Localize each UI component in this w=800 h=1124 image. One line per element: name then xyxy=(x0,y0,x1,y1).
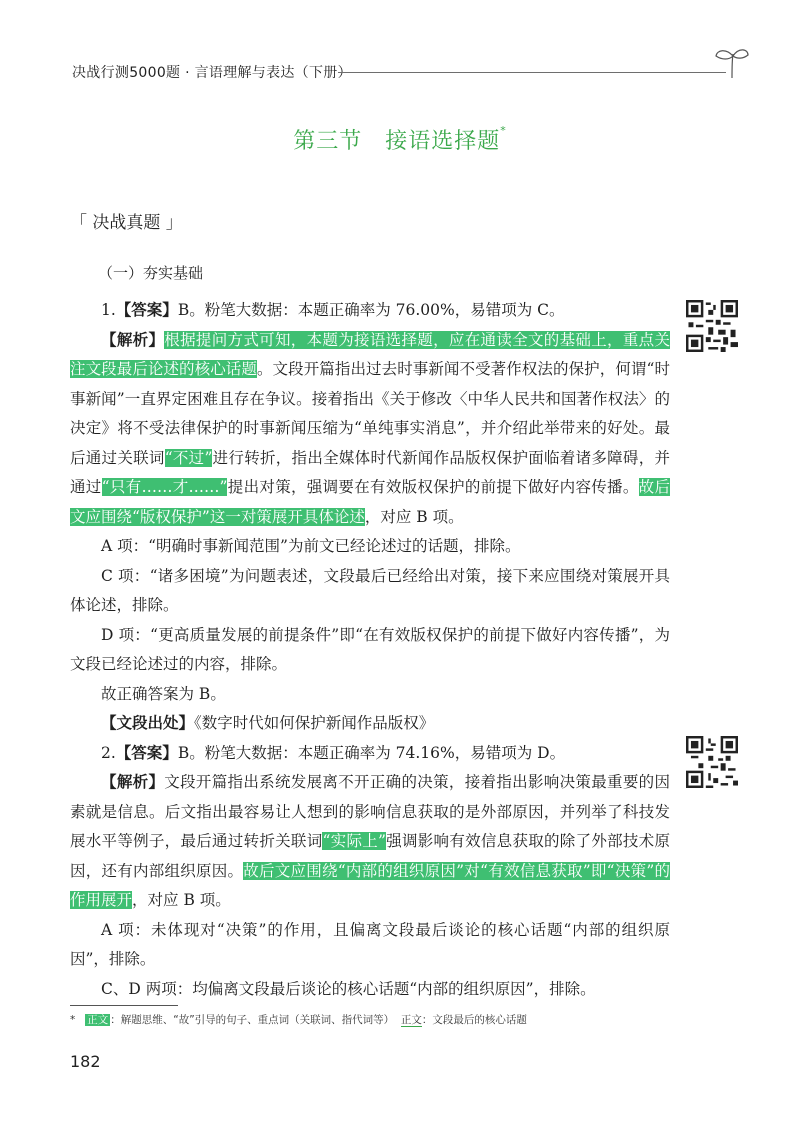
q1-option-c: C 项：“诸多困境”为问题表述，文段最后已经给出对策，接下来应围绕对策展开具体论述，排除。 xyxy=(70,566,670,614)
subsection-heading: （一）夯实基础 xyxy=(98,264,204,282)
section-title xyxy=(0,124,800,155)
q1-highlight-3: “只有……才……” xyxy=(101,478,228,496)
q1-text-1: 。文段开篇指出过去时事新闻不受著作权法的保护，何谓“时事新闻”一直界定困难且存在争议。接着指出《关于修改〈中华人民共和国著作权法〉的决定》将不受法律保护的时事新闻压缩为“单纯事实消息”，并介绍此举带来的好处。最后通过关联词 xyxy=(70,360,670,467)
q1-highlight-1: 根据提问方式可知，本题为接语选择题，应在通读全文的基础上，重点关注文段最后论述的核心话题 xyxy=(70,330,670,378)
q1-text-3: 提出对策，强调要在有效版权保护的前提下做好内容传播。 xyxy=(227,478,639,496)
sprout-icon xyxy=(712,44,752,80)
footnote-text-2: ：文段最后的核心话题 xyxy=(421,1014,527,1026)
q1-answer-text: B。粉笔大数据：本题正确率为 76.00%，易错项为 C。 xyxy=(177,301,565,319)
q2-highlight-2: 故后文应围绕“内部的组织原因”对“有效信息获取”即“决策”的作用展开 xyxy=(70,861,670,909)
footnote-tag-2: 正文 xyxy=(400,1014,422,1026)
header-rule xyxy=(338,72,726,73)
q1-source xyxy=(70,709,670,739)
q2-option-cd: C、D 两项：均偏离文段最后谈论的核心话题“内部的组织原因”，排除。 xyxy=(101,979,596,998)
q1-number: 1. xyxy=(101,301,116,319)
footnote xyxy=(70,1012,527,1027)
q2-text-2: 强调影响有效信息获取的除了外部技术原因，还有内部组织原因。 xyxy=(70,832,670,880)
q1-analysis-label: 【解析】 xyxy=(101,330,165,349)
footnote-tag-1: 正文 xyxy=(87,1014,109,1026)
running-header-title: 决战行测5000题 · 言语理解与表达（下册） xyxy=(72,65,352,81)
footnote-rule xyxy=(70,1005,178,1006)
q1-option-a: A 项：“明确时事新闻范围”为前文已经论述过的话题，排除。 xyxy=(101,537,521,555)
qr-code-icon[interactable] xyxy=(686,300,738,352)
section-title-text: 第三节 接语选择题 xyxy=(293,129,501,154)
q1-highlight-4: 故后文应围绕“版权保护”这一对策展开具体论述 xyxy=(70,478,670,526)
q1-text-2: 进行转折，指出全媒体时代新闻作品版权保护面临着诸多障碍，并通过 xyxy=(70,448,670,496)
q1-answer-label: 【答案】 xyxy=(115,301,178,319)
q1-conclusion: 故正确答案为 B。 xyxy=(101,684,226,703)
q2-text-3: ，对应 B 项。 xyxy=(132,891,231,909)
q1-option-d: D 项：“更高质量发展的前提条件”即“在有效版权保护的前提下做好内容传播”，为文段已经论述过的内容，排除。 xyxy=(70,625,670,673)
q2-answer-label: 【答案】 xyxy=(115,743,178,762)
q1-highlight-2: “不过” xyxy=(164,448,213,467)
q1-analysis xyxy=(70,326,670,533)
qr-code-icon[interactable] xyxy=(686,736,738,788)
q2-text-1: 文段开篇指出系统发展离不开正确的决策，接着指出影响决策最重要的因素就是信息。后文指出最容易让人想到的影响信息获取的是外部原因，并列举了科技发展水平等例子，最后通过转折关联词 xyxy=(70,773,670,850)
answer-body xyxy=(70,296,670,1004)
footnote-star: * xyxy=(70,1014,76,1026)
q2-highlight-1: “实际上” xyxy=(322,832,386,850)
q1-source-label: 【文段出处】 xyxy=(101,714,195,732)
q2-number: 2. xyxy=(101,743,116,762)
q1-text-4: ，对应 B 项。 xyxy=(364,507,464,526)
footnote-text-1: ：解题思维、“故”引导的句子、重点词（关联词、指代词等） xyxy=(110,1014,395,1026)
q1-answer xyxy=(70,296,670,326)
page-number: 182 xyxy=(70,1052,101,1071)
q2-answer xyxy=(70,739,670,769)
q2-analysis-label: 【解析】 xyxy=(101,773,165,791)
q1-source-text: 《数字时代如何保护新闻作品版权》 xyxy=(194,714,435,732)
q2-option-a: A 项：未体现对“决策”的作用，且偏离文段最后谈论的核心话题“内部的组织原因”，排除。 xyxy=(70,920,670,968)
section-title-star: * xyxy=(500,124,507,137)
real-exam-heading: 「 决战真题 」 xyxy=(70,213,183,233)
q2-analysis xyxy=(70,768,670,916)
q2-answer-text: B。粉笔大数据：本题正确率为 74.16%，易错项为 D。 xyxy=(177,743,566,762)
